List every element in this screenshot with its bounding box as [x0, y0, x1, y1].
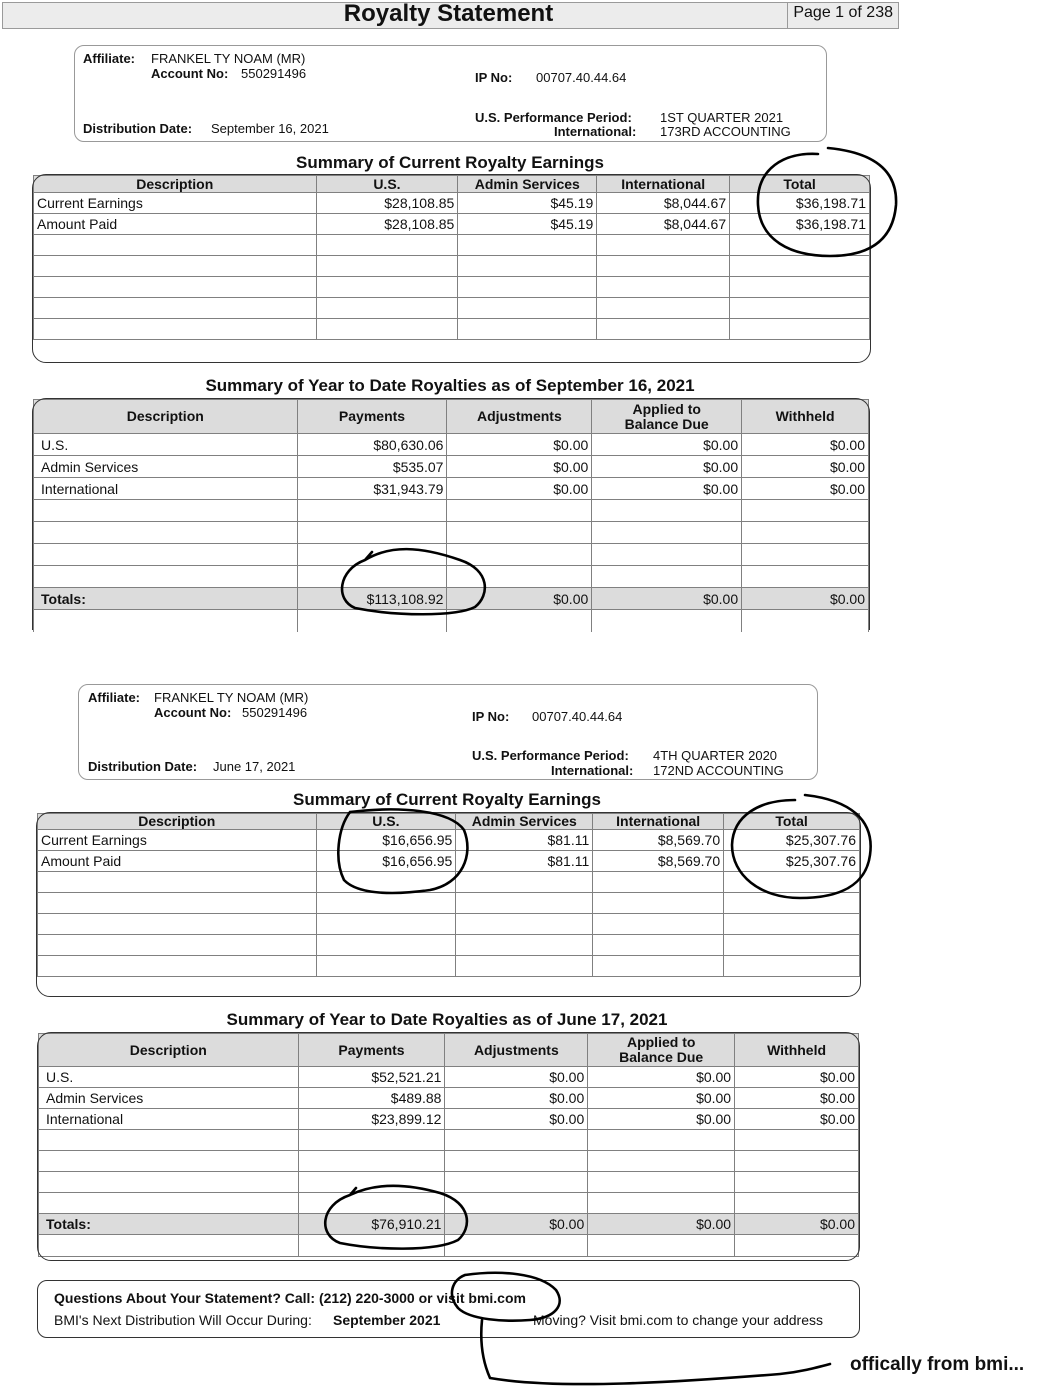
cell: $0.00 [445, 1067, 588, 1088]
account-number: 550291496 [241, 66, 307, 81]
cell: $45.19 [458, 214, 597, 235]
cell: $0.00 [735, 1067, 859, 1088]
col-applied [588, 1034, 735, 1067]
col-description: Description [34, 176, 317, 193]
col-admin: Admin Services [456, 814, 593, 830]
cell: $0.00 [588, 1067, 735, 1088]
col-withheld: Withheld [735, 1034, 859, 1067]
table-row [39, 1088, 859, 1109]
cell: $8,569.70 [593, 851, 724, 872]
empty-row [34, 566, 869, 588]
table-row [39, 1067, 859, 1088]
ytd-table-2 [38, 1033, 859, 1257]
table-row [34, 478, 869, 500]
page-number: Page 1 of 238 [793, 4, 893, 21]
empty-row [34, 298, 870, 319]
cell: $0.00 [588, 1109, 735, 1130]
cell: $8,044.67 [597, 214, 730, 235]
cell: $0.00 [735, 1088, 859, 1109]
col-description: Description [39, 1034, 299, 1067]
ip-number: 00707.40.44.64 [536, 70, 627, 85]
col-admin: Admin Services [458, 176, 597, 193]
ip-label: IP No: [472, 709, 510, 724]
totals-label: Totals: [39, 1214, 299, 1235]
cell: International [34, 478, 298, 500]
us-period-label: U.S. Performance Period: [472, 748, 629, 763]
table-row [38, 851, 860, 872]
cell: $0.00 [447, 588, 592, 610]
cell: $16,656.95 [316, 830, 456, 851]
cell: U.S. [39, 1067, 299, 1088]
ytd-title-1: Summary of Year to Date Royalties as of September 16, 2021 [205, 376, 695, 395]
balance-due-text: Balance Due [619, 1049, 704, 1065]
balance-due-text: Balance Due [624, 415, 709, 432]
cell: $0.00 [735, 1109, 859, 1130]
totals-row [34, 588, 869, 610]
cell: $0.00 [447, 434, 592, 456]
empty-row [39, 1130, 859, 1151]
cell: $0.00 [735, 1214, 859, 1235]
col-total: Total [730, 176, 870, 193]
empty-row [38, 935, 860, 956]
applied-to-text: Applied to [626, 1034, 696, 1050]
cell: International [39, 1109, 299, 1130]
statement-1-info-box [74, 45, 827, 142]
cell: $0.00 [592, 456, 742, 478]
ip-number: 00707.40.44.64 [532, 709, 623, 724]
table-row [34, 434, 869, 456]
col-total: Total [724, 814, 860, 830]
cell: Amount Paid [34, 214, 317, 235]
empty-row [34, 610, 869, 632]
col-us: U.S. [316, 814, 456, 830]
cell: $0.00 [447, 456, 592, 478]
affiliate-label: Affiliate: [83, 51, 135, 66]
ytd-title-2: Summary of Year to Date Royalties as of June 17, 2021 [226, 1010, 668, 1029]
empty-row [39, 1151, 859, 1172]
cell: $52,521.21 [298, 1067, 445, 1088]
distribution-date: September 16, 2021 [211, 121, 329, 136]
empty-row [38, 914, 860, 935]
cell: $28,108.85 [316, 193, 458, 214]
empty-row [38, 956, 860, 977]
handwritten-note: offically from bmi... [850, 1354, 1025, 1375]
cell: $489.88 [298, 1088, 445, 1109]
cell: $535.07 [297, 456, 447, 478]
footer-box [37, 1280, 860, 1338]
cell: $0.00 [742, 434, 869, 456]
table-row [34, 193, 870, 214]
questions-text: Questions About Your Statement? Call: (212) 220-3000 or visit bmi.com [54, 1290, 526, 1306]
moving-text: Moving? Visit bmi.com to change your address [533, 1312, 823, 1328]
table-row [34, 456, 869, 478]
cell: Amount Paid [38, 851, 317, 872]
col-withheld: Withheld [742, 400, 869, 434]
cell: $0.00 [592, 434, 742, 456]
cell: Current Earnings [38, 830, 317, 851]
col-adjustments: Adjustments [447, 400, 592, 434]
col-payments: Payments [297, 400, 447, 434]
international-label: International: [551, 763, 634, 778]
cell: $0.00 [742, 456, 869, 478]
empty-row [39, 1235, 859, 1257]
us-period: 4TH QUARTER 2020 [653, 748, 778, 763]
current-earnings-title-2: Summary of Current Royalty Earnings [293, 790, 601, 809]
cell: $80,630.06 [297, 434, 447, 456]
cell: Current Earnings [34, 193, 317, 214]
cell: $81.11 [456, 851, 593, 872]
cell: $28,108.85 [316, 214, 458, 235]
cell: Admin Services [39, 1088, 299, 1109]
empty-row [34, 319, 870, 340]
cell: $0.00 [742, 588, 869, 610]
empty-row [34, 256, 870, 277]
table-row [34, 214, 870, 235]
cell: $113,108.92 [297, 588, 447, 610]
col-payments: Payments [298, 1034, 445, 1067]
us-period-label: U.S. Performance Period: [475, 110, 632, 125]
cell: $8,569.70 [593, 830, 724, 851]
account-label: Account No: [154, 705, 232, 720]
cell: $36,198.71 [730, 214, 870, 235]
totals-label: Totals: [34, 588, 298, 610]
col-description: Description [34, 400, 298, 434]
cell: $0.00 [447, 478, 592, 500]
page-title: Royalty Statement [343, 0, 554, 27]
col-us: U.S. [316, 176, 458, 193]
empty-row [39, 1172, 859, 1193]
totals-row [39, 1214, 859, 1235]
empty-row [34, 277, 870, 298]
col-applied [592, 400, 742, 434]
col-adjustments: Adjustments [445, 1034, 588, 1067]
empty-row [39, 1193, 859, 1214]
cell: U.S. [34, 434, 298, 456]
cell: $25,307.76 [724, 830, 860, 851]
cell: $0.00 [445, 1109, 588, 1130]
next-distribution-label: BMI's Next Distribution Will Occur During: [54, 1312, 312, 1328]
international-period: 172ND ACCOUNTING [653, 763, 784, 778]
account-label: Account No: [151, 66, 229, 81]
account-number: 550291496 [242, 705, 308, 720]
ip-label: IP No: [475, 70, 513, 85]
current-earnings-table-1 [33, 175, 870, 340]
table-row [38, 830, 860, 851]
cell: $0.00 [588, 1214, 735, 1235]
cell: $8,044.67 [597, 193, 730, 214]
col-international: International [593, 814, 724, 830]
us-period: 1ST QUARTER 2021 [660, 110, 784, 125]
col-description: Description [38, 814, 317, 830]
empty-row [38, 872, 860, 893]
cell: $16,656.95 [316, 851, 456, 872]
affiliate-name: FRANKEL TY NOAM (MR) [154, 690, 309, 705]
statement-2-info-box [78, 684, 818, 780]
cell: $0.00 [592, 588, 742, 610]
distribution-date-label: Distribution Date: [83, 121, 193, 136]
distribution-date-label: Distribution Date: [88, 759, 198, 774]
affiliate-label: Affiliate: [88, 690, 140, 705]
cell: $81.11 [456, 830, 593, 851]
cell: Admin Services [34, 456, 298, 478]
empty-row [34, 522, 869, 544]
table-row [39, 1109, 859, 1130]
current-earnings-table-2 [37, 813, 860, 977]
cell: $45.19 [458, 193, 597, 214]
cell: $0.00 [445, 1088, 588, 1109]
cell: $0.00 [445, 1214, 588, 1235]
cell: $0.00 [588, 1088, 735, 1109]
empty-row [34, 235, 870, 256]
cell: $0.00 [592, 478, 742, 500]
cell: $23,899.12 [298, 1109, 445, 1130]
international-label: International: [554, 124, 637, 139]
cell: $76,910.21 [298, 1214, 445, 1235]
international-period: 173RD ACCOUNTING [660, 124, 791, 139]
cell: $0.00 [742, 478, 869, 500]
cell: $31,943.79 [297, 478, 447, 500]
cell: $36,198.71 [730, 193, 870, 214]
cell: $25,307.76 [724, 851, 860, 872]
ytd-table-1 [33, 399, 869, 632]
empty-row [34, 544, 869, 566]
current-earnings-title-1: Summary of Current Royalty Earnings [296, 153, 604, 172]
applied-to-text: Applied to [632, 400, 701, 417]
affiliate-name: FRANKEL TY NOAM (MR) [151, 51, 306, 66]
distribution-date: June 17, 2021 [213, 759, 296, 774]
next-distribution-value: September 2021 [333, 1312, 441, 1328]
empty-row [34, 500, 869, 522]
col-international: International [597, 176, 730, 193]
empty-row [38, 893, 860, 914]
